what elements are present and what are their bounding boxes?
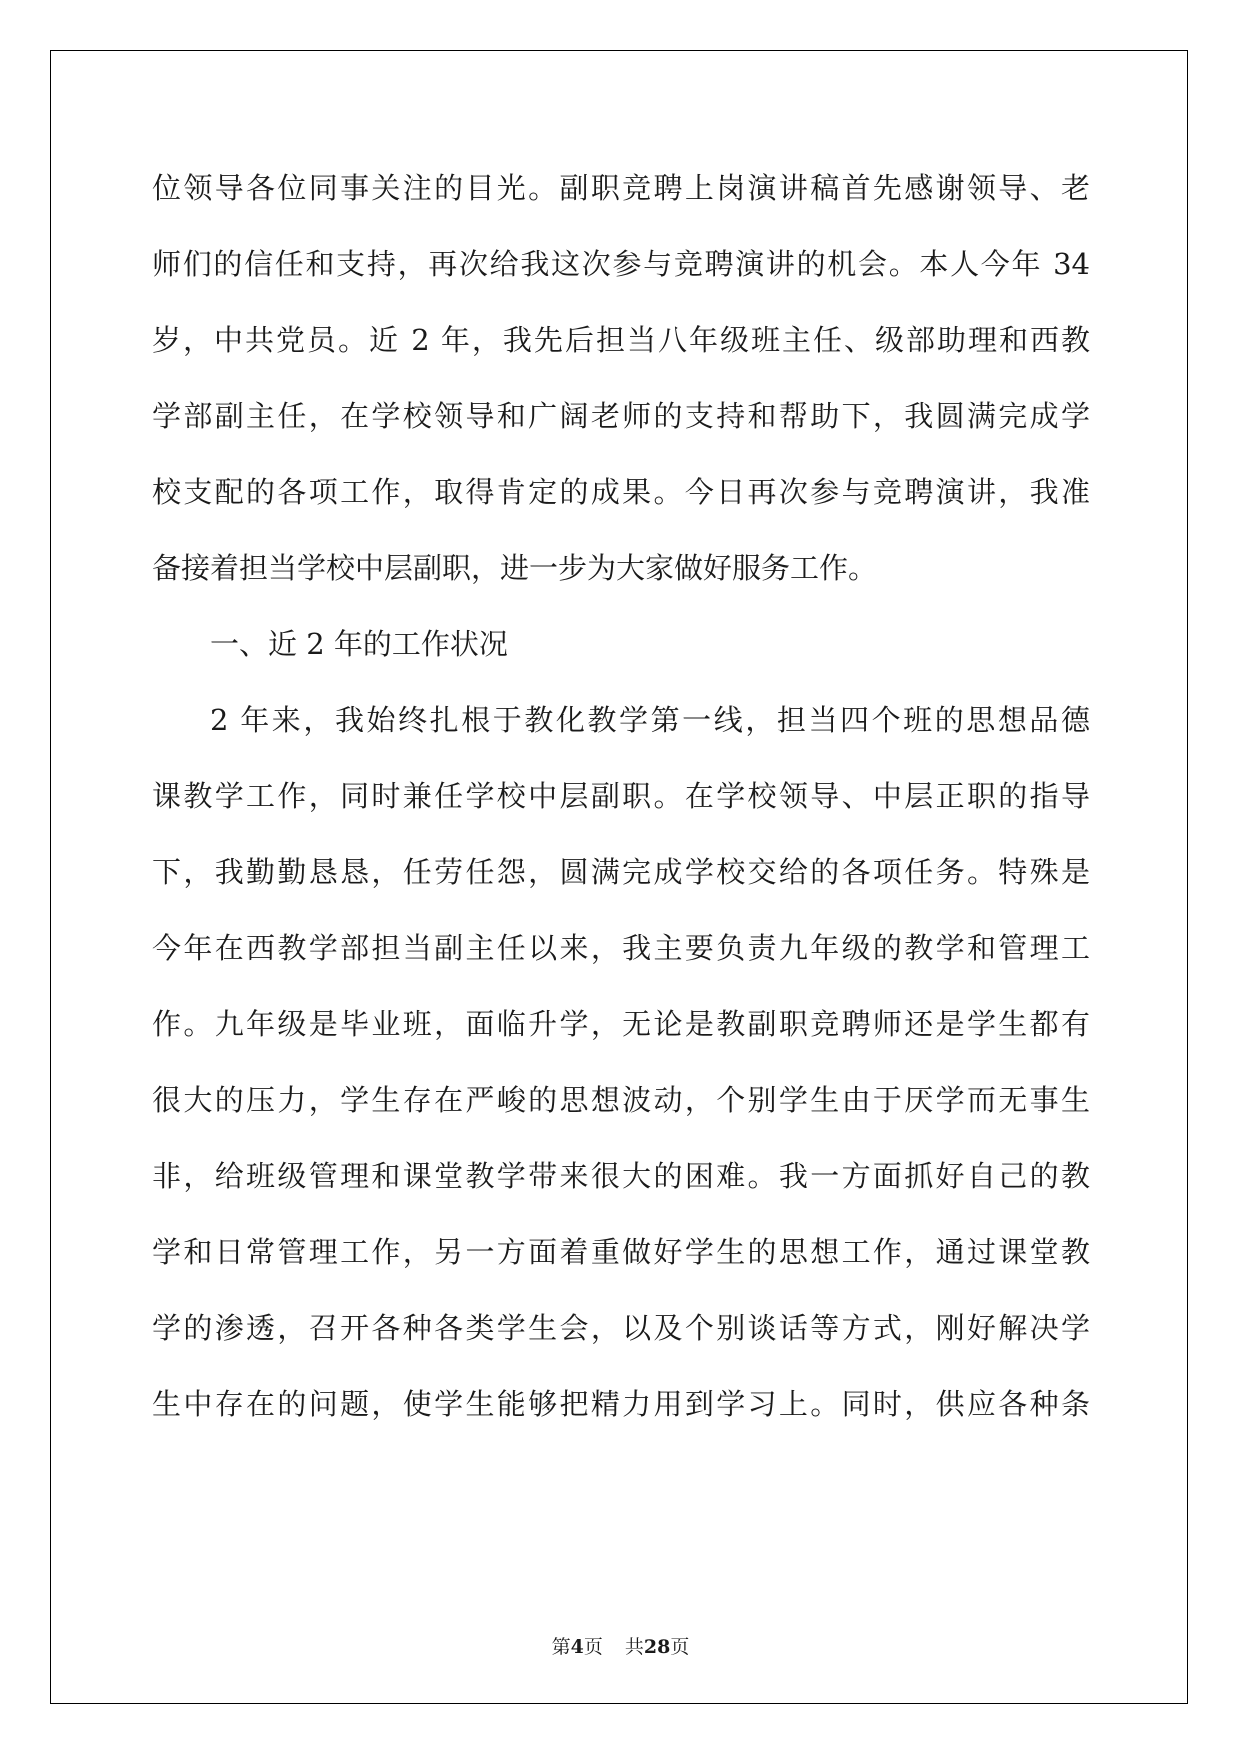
document-body bbox=[152, 150, 1090, 1442]
page-footer bbox=[0, 1632, 1241, 1659]
body-line: 学部副主任，在学校领导和广阔老师的支持和帮助下，我圆满完成学 bbox=[152, 399, 1090, 433]
total-label-suffix: 页 bbox=[670, 1636, 690, 1658]
body-line: 位领导各位同事关注的目光。副职竞聘上岗演讲稿首先感谢领导、老 bbox=[152, 171, 1090, 205]
body-line: 备接着担当学校中层副职，进一步为大家做好服务工作。 bbox=[152, 551, 878, 585]
body-line: 很大的压力，学生存在严峻的思想波动，个别学生由于厌学而无事生 bbox=[152, 1083, 1090, 1117]
page-number: 4 bbox=[570, 1636, 584, 1658]
body-line: 学和日常管理工作，另一方面着重做好学生的思想工作，通过课堂教 bbox=[152, 1235, 1090, 1269]
body-line: 校支配的各项工作，取得肯定的成果。今日再次参与竞聘演讲，我准 bbox=[152, 475, 1090, 509]
body-line: 岁，中共党员。近 2 年，我先后担当八年级班主任、级部助理和西教 bbox=[152, 323, 1090, 357]
body-line: 学的渗透，召开各种各类学生会，以及个别谈话等方式，刚好解决学 bbox=[152, 1311, 1090, 1345]
page-label-prefix: 第 bbox=[551, 1636, 571, 1658]
body-line: 课教学工作，同时兼任学校中层副职。在学校领导、中层正职的指导 bbox=[152, 779, 1090, 813]
body-line: 今年在西教学部担当副主任以来，我主要负责九年级的教学和管理工 bbox=[152, 931, 1090, 965]
body-line: 作。九年级是毕业班，面临升学，无论是教副职竞聘师还是学生都有 bbox=[152, 1007, 1090, 1041]
total-pages: 28 bbox=[643, 1636, 671, 1658]
body-line: 生中存在的问题，使学生能够把精力用到学习上。同时，供应各种条 bbox=[152, 1387, 1090, 1421]
page-label-suffix: 页 bbox=[583, 1636, 603, 1658]
body-line: 师们的信任和支持，再次给我这次参与竞聘演讲的机会。本人今年 34 bbox=[152, 247, 1090, 281]
body-line: 2 年来，我始终扎根于教化教学第一线，担当四个班的思想品德 bbox=[210, 703, 1090, 737]
body-line: 下，我勤勤恳恳，任劳任怨，圆满完成学校交给的各项任务。特殊是 bbox=[152, 855, 1090, 889]
section-heading: 一、近 2 年的工作状况 bbox=[210, 627, 508, 661]
total-label-prefix: 共 bbox=[624, 1636, 644, 1658]
body-line: 非，给班级管理和课堂教学带来很大的困难。我一方面抓好自己的教 bbox=[152, 1159, 1090, 1193]
